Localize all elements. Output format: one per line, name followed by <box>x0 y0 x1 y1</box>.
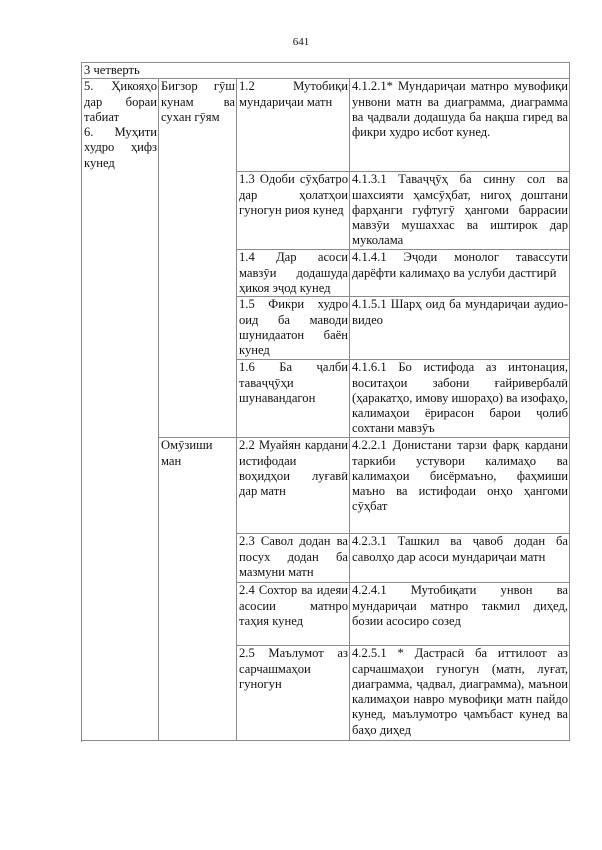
topic-item: 5. Ҳикояҳо дар бораи табиат <box>84 79 157 124</box>
objective-cell: 1.6 Ба ҷалби таваҷҷӯҳи шунавандагон <box>237 360 350 438</box>
outcome-cell: 4.2.2.1 Донистани тарзи фарқ кардани таркиби устувори калимаҳо ва калимаҳои бисёрмаъно, фаҳмиши маъно ва истифодаи онҳо ҳангоми сӯҳбат <box>350 438 570 534</box>
quarter-header-row <box>82 63 570 79</box>
outcome-cell: 4.2.4.1 Мутобиқати унвон ва мундариҷаи матнро такмил диҳед, бозии асосиро созед <box>350 583 570 646</box>
outcome-cell: 4.1.4.1 Эҷоди монолог тавассути дарёфти калимаҳо ва услуби дастгирӣ <box>350 250 570 297</box>
topics-cell <box>82 79 159 741</box>
objective-cell: 1.5 Фикри худро оид ба маводи шунидаатон баён кунед <box>237 297 350 360</box>
quarter-label: 3 четверть <box>82 63 570 79</box>
objective-cell: 2.2 Муайян кардани истифодаи воҳидҳои луғавӣ дар матн <box>237 438 350 534</box>
outcome-cell: 4.1.3.1 Таваҷҷӯҳ ба синну сол ва шахсияти ҳамсӯҳбат, нигоҳ доштани фарҳанги гуфтугӯ ҳангоми баррасии мавзӯи мушаххас ва иштирок дар муколама <box>350 172 570 250</box>
outcome-cell: 4.1.2.1* Мундариҷаи матнро мувофиқи унвони матн ва диаграмма, диаграмма ва ҷадвали додашуда ба нақша гиред ва фикри худро исбот кунед. <box>350 79 570 172</box>
objective-cell: 1.4 Дар асоси мавзӯи додашуда ҳикоя эҷод кунед <box>237 250 350 297</box>
skill-cell: Омӯзиши ман <box>159 438 237 741</box>
skill-cell: Бигзор гӯш кунам ва сухан гӯям <box>159 79 237 438</box>
outcome-cell: 4.1.6.1 Бо истифода аз интонация, воситаҳои забони ғайривербалӣ (ҳаракатҳо, имову ишораҳо) ва изофаҳо, калимаҳои ёрирасон барои ҷолиб сохтани мавзӯъ <box>350 360 570 438</box>
objective-cell: 2.3 Савол додан ва посух додан ба мазмуни матн <box>237 534 350 583</box>
objective-cell: 2.5 Маълумот аз сарчашмаҳои гуногун <box>237 646 350 741</box>
objective-cell: 1.2 Мутобиқи мундариҷаи матн <box>237 79 350 172</box>
outcome-cell: 4.2.5.1 * Дастрасӣ ба иттилоот аз сарчашмаҳои гуногун (матн, луғат, диаграмма, ҷадвал, диаграмма), маънои калимаҳои навро мувофиқи матн пайдо кунед, маълумотро ҷамъбаст кунед ва баҳо диҳед <box>350 646 570 741</box>
topic-item: 6. Муҳити худро ҳифз кунед <box>84 125 157 170</box>
outcome-cell: 4.2.3.1 Ташкил ва ҷавоб додан ба саволҳо дар асоси мундариҷаи матн <box>350 534 570 583</box>
page-number: 641 <box>292 36 310 48</box>
outcome-cell: 4.1.5.1 Шарҳ оид ба мундариҷаи аудио-видео <box>350 297 570 360</box>
curriculum-table <box>81 62 570 741</box>
objective-cell: 1.3 Одоби сӯҳбатро дар ҳолатҳои гуногун риоя кунед <box>237 172 350 250</box>
table-row <box>82 79 570 172</box>
objective-cell: 2.4 Сохтор ва идеяи асосии матнро таҳия кунед <box>237 583 350 646</box>
